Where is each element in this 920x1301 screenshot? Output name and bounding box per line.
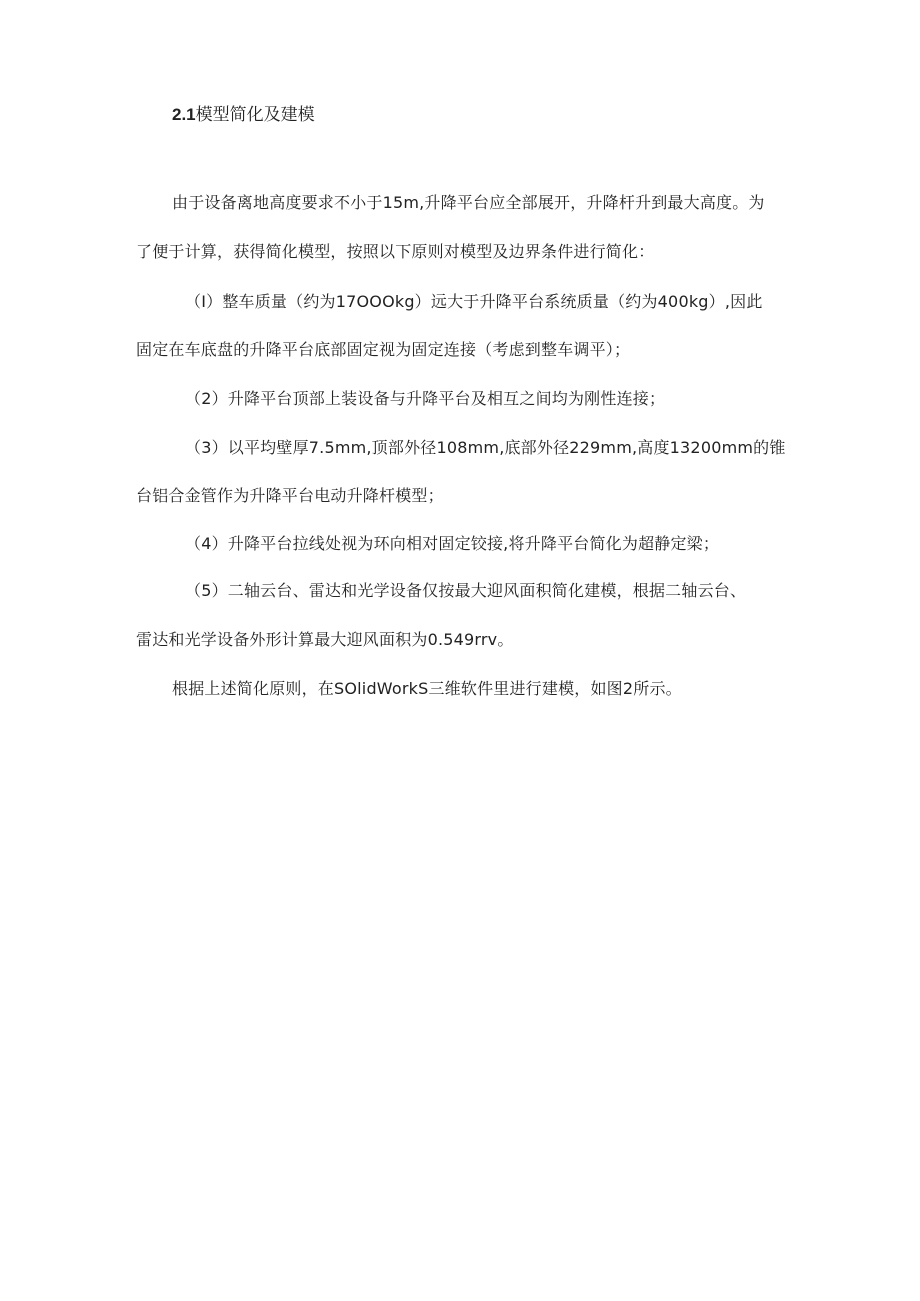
item-4-line-1: （4）升降平台拉线处视为环向相对固定铰接,将升降平台简化为超静定梁；	[185, 534, 720, 553]
item-3-line-2: 台铝合金管作为升降平台电动升降杆模型；	[136, 486, 444, 505]
paragraph-intro-line-1: 由于设备离地高度要求不小于15m,升降平台应全部展开，升降杆升到最大高度。为	[172, 193, 765, 212]
section-title: 模型简化及建模	[195, 105, 315, 125]
item-1-line-2: 固定在车底盘的升降平台底部固定视为固定连接（考虑到整车调平）；	[136, 340, 631, 359]
paragraph-intro-line-2: 了便于计算，获得简化模型，按照以下原则对模型及边界条件进行简化：	[136, 242, 655, 261]
section-number: 2.1	[172, 105, 196, 124]
closing-paragraph-line-1: 根据上述简化原则，在SOlidWorkS三维软件里进行建模，如图2所示。	[172, 679, 682, 698]
section-heading	[172, 103, 315, 127]
item-1-line-1: （I）整车质量（约为17OOOkg）远大于升降平台系统质量（约为400kg）,因此	[185, 292, 763, 311]
item-2-line-1: （2）升降平台顶部上装设备与升降平台及相互之间均为刚性连接；	[185, 389, 666, 408]
item-5-line-1: （5）二轴云台、雷达和光学设备仅按最大迎风面积简化建模，根据二轴云台、	[185, 581, 747, 600]
item-5-line-2: 雷达和光学设备外形计算最大迎风面积为0.549rrv。	[136, 630, 514, 649]
item-3-line-1: （3）以平均壁厚7.5mm,顶部外径108mm,底部外径229mm,高度13200mm的锥	[185, 438, 786, 457]
